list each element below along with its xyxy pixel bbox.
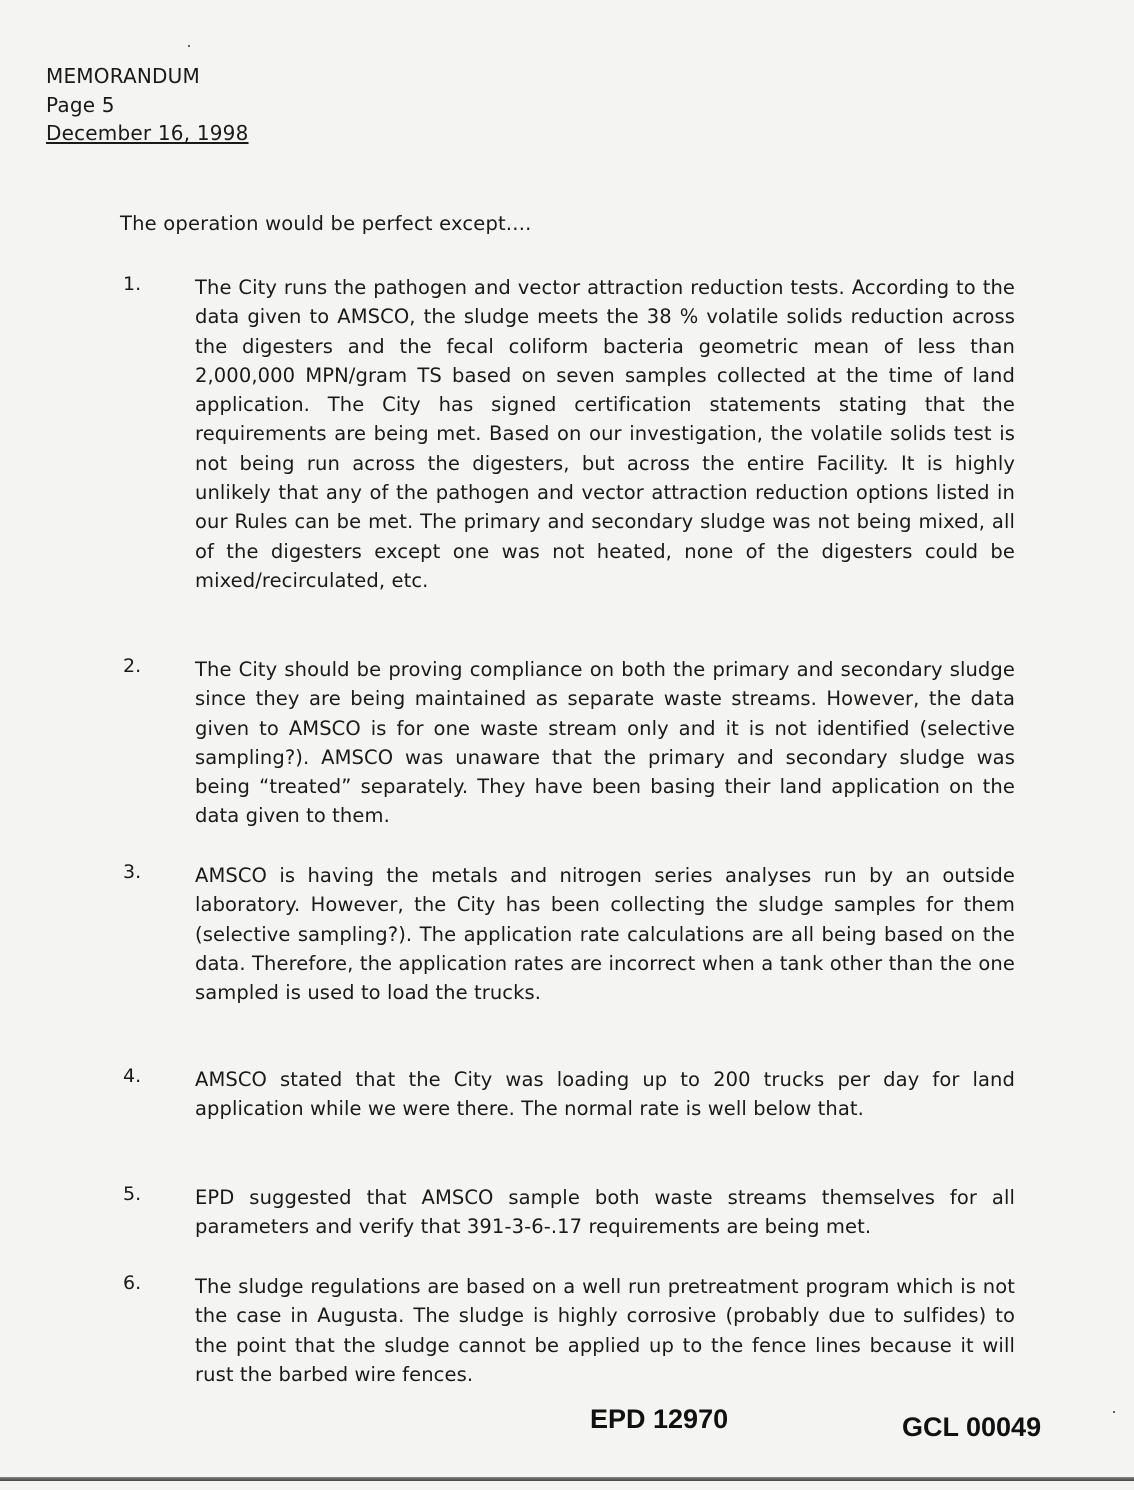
page-number: Page 5: [46, 92, 115, 117]
memo-title: MEMORANDUM: [46, 64, 200, 88]
item-number: 3.: [123, 861, 142, 883]
item-number: 4.: [123, 1065, 142, 1087]
item-text: The sludge regulations are based on a well run pretreatment program which is not the case in Augusta. The sludge is highly corrosive (probably due to sulfides) to the point that the sludge cannot be applied up to the fence lines because it will rust the barbed wire fences.: [195, 1275, 1015, 1386]
scan-speck: [188, 45, 190, 47]
item-text: AMSCO stated that the City was loading up to 200 trucks per day for land application while we were there. The normal rate is well below that.: [195, 1068, 1015, 1121]
intro-sentence: The operation would be perfect except....: [120, 212, 532, 235]
item-text: EPD suggested that AMSCO sample both waste streams themselves for all parameters and verify that 391-3-6-.17 requirements are being met.: [195, 1186, 1015, 1239]
epd-bates-stamp: EPD 12970: [590, 1404, 729, 1434]
item-text: The City runs the pathogen and vector attraction reduction tests. According to the data given to AMSCO, the sludge meets the 38 % volatile solids reduction across the digesters and the fecal coliform bacteria geometric mean of less than 2,000,000 MPN/gram TS based on seven samples collected at the time of land application. The City has signed certification statements stating that the requirements are being met. Based on our investigation, the volatile solids test is not being run across the digesters, but across the entire Facility. It is highly unlikely that any of the pathogen and vector attraction reduction options listed in our Rules can be met. The primary and secondary sludge was not being mixed, all of the digesters except one was not heated, none of the digesters could be mixed/recirculated, etc.: [195, 276, 1015, 592]
scan-speck: [1113, 1411, 1115, 1413]
item-number: 5.: [123, 1183, 142, 1205]
page-bottom-edge: [0, 1477, 1134, 1481]
item-text: AMSCO is having the metals and nitrogen series analyses run by an outside laboratory. However, the City has been collecting the sludge samples for them (selective sampling?). The application rate calculations are all being based on the data. Therefore, the application rates are incorrect when a tank other than the one sampled is used to load the trucks.: [195, 864, 1015, 1005]
item-number: 2.: [123, 655, 142, 677]
item-number: 1.: [123, 273, 142, 295]
gcl-bates-stamp: GCL 00049: [902, 1412, 1042, 1442]
item-number: 6.: [123, 1272, 142, 1294]
memo-header: [46, 62, 249, 148]
memo-date: December 16, 1998: [46, 121, 249, 145]
item-text: The City should be proving compliance on both the primary and secondary sludge since they are being maintained as separate waste streams. However, the data given to AMSCO is for one waste stream only and it is not identified (selective sampling?). AMSCO was unaware that the primary and secondary sludge was being “treated” separately. They have been basing their land application on the data given to them.: [195, 658, 1015, 828]
